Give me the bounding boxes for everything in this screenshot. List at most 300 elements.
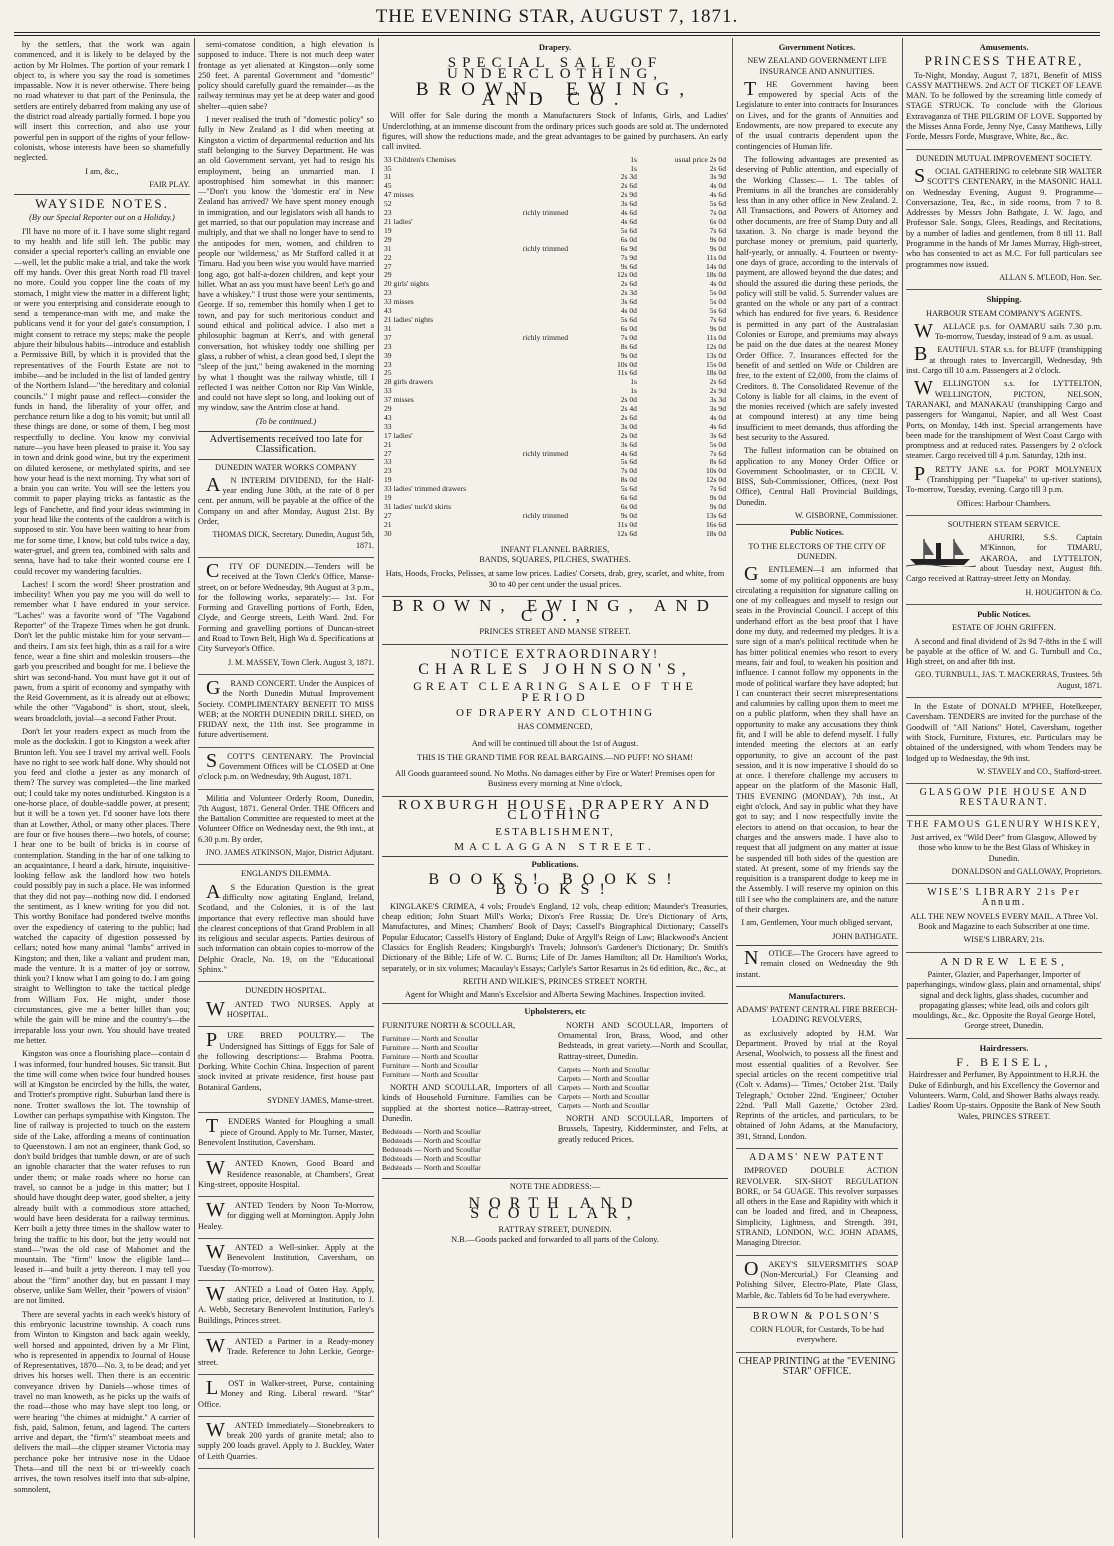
sale-price-cell: 10s 0d [616,359,637,369]
ad-body: OAKEY'S SILVERSMITH'S SOAP (Non-Mercurial,) For Cleansing and Polishing Silver, Electro-Plate, Plate Glass, Marble, &c. Tablets 6d To be had everywhere. [736,1257,898,1300]
column-3 [382,40,728,1538]
article-paragraph: Don't let your readers expect as much from the mole as the dockskin. I got to Kingston a week after Brunton left. You see I travel my arrival well. Fools have no right to see work half done. Why should not you feed and clothe a jester as any monarch of them? The survey was completed—the line marked out; I could take my notes undisturbed. Kingston is a one-horse place, of double-saddle power, at present; but it will be a town yet. I'd sooner have lots there than at Lowther, Athol, or many other places. There are four or five houses there—two hotels, of course; I hear one to be built of bricks is in course of contemplation. Standing in the bar of one talking to an acquaintance, I heard a dark, hirsute, inquisitive-looking fellow ask the landlord how two hotels could possibly pay in such a place. He was informed that they did not pay—nothing now did. I endorsed the sentiment, as I knew writing for you did not. This worthy Boniface had pondered twelve months over the expediency of catering to the public; had watched the capacity of digestion possessed by cellars; noted how many animal "lambs" arrived in Kingston; and then, like a valiant and prudent man, made the venture. It is a matter of joy or sorrow, think you? I know what I am going to do. I am going straight to Wellington to take the tactical pledge from William Fox. He might, under those circumstances, give me a better billet than you; while the gain will be mine and the country's—the irreparable loss your own. You should have treated me better. [14,727,190,1045]
note-cell [521,271,600,280]
usual-price-cell: 12s 0d [705,341,726,351]
ad-headline: CHARLES JOHNSON'S, [418,661,692,679]
note-cell [521,405,600,414]
usual-price-cell: 18s 0d [705,368,726,378]
usual-price-cell: 9s 0d [709,493,726,503]
sale-price-cell: 5s 6d [620,225,637,235]
item-cell: 23 [384,208,392,218]
ad-signature: W. STAVELY and CO., Stafford-street. [976,766,1102,776]
sale-price-cell: 2s 3d [620,172,637,182]
price-row [382,485,728,494]
ad-headline: SPECIAL SALE OF UNDERCLOTHING, [446,55,664,82]
ad-headline: NORTH AND SCOULLAR, [468,1194,642,1222]
price-row [382,316,728,325]
usual-price-cell: 9s 0d [709,323,726,333]
note-cell [521,396,600,405]
article-paragraph: Kingston was once a flourishing place—contain d I was informed, four hundred houses. Sic transit. But the time will come when twice four hundred houses will at Kingston be encircled by the hills, the water, and Trotter's promptive right. Suburban land there is none. Trotter swallows the lot. The township of Lowther can perhaps sympathise with Kingston. The line of railway is projected to touch on the eastern side of the Lake, affording a means of continuation to Queenstown. I am not an engineer, thank God, so don't build bridges that tumble down, or are of such an ignoble character that the water refuses to run under them; or make roads where no horse can travel, so cannot be a judge in this matter; but I should have thought deep water, good shelter, a jetty already built with a commodious store attached, would have been desiderata for a railway terminus. Kerr built a jetty three times in the shallow water to bring the traffic to his door, but the jetty would not stand—"twas the old case of Mahomet and the mountain. The "firm" know the eligible land—leased it—and built a jetty thereon. I may tell you about the "firm" another day, but en passant I may observe, unlike Sam Weller, their "powers of vision" are not limited. [14,1049,190,1306]
ad-body: PRETTY JANE s.s. for PORT MOLYNEUX (Transhipping per "Tuapeka" to up-river stations), To-morrow, Tuesday, evening. Cargo till 3 p.m. [906,462,1102,495]
letter-paragraph: by the settlers, that the work was again commenced, and it is likely to be delayed by the action by Mr Holmes. The portion of your remark I object to, is where you say the road is sometimes impassable. Now it is never otherwise. There being no road whatever to that part of the Peninsula, the settlers are entirely debarred from making any use of the district road already partially formed. I hope you will insert this correction, and also use your powerful pen in support of the rights of your fellow-colonists, whose interests have been so shamefully neglected. [14,40,190,163]
sale-price-cell: 5s 6d [620,457,637,467]
note-cell [521,307,600,316]
item-cell: 29 [384,234,392,244]
item-cell: 45 [384,181,392,191]
ad-body: LOST in Walker-street, Purse, containing Money and Ring. Liberal reward. "Star" Office. [198,1376,374,1409]
note-cell [521,173,600,182]
usual-price-cell: 9s 0d [709,234,726,244]
ad-body: as exclusively adopted by H.M. War Department. Proved by trial at the Royal Arsenal, Woolwich, to possess all the finest and most essential qualities of a Revolver. See special articles on the recent competitive trial (Colt v. Adams)— 'Times,' October 21st. 'Daily Telegraph,' October 22nd. 'Engineer,' October 22nd. 'Pall Mall Gazette,' October 23rd. Reprints of the articles, and particulars, to be obtained of John Adams, at the Manufactory, 391, Strand, London. [736,1028,898,1141]
column-2 [198,40,374,1538]
usual-price-cell: 2s 6d [709,163,726,173]
column-divider [732,38,733,1538]
price-row [382,307,728,316]
item-cell: 22 [384,252,392,262]
ad-body: WANTED Known, Good Board and Residence reasonable, at Chambers', Great King-street, opposite Hospital. [198,1157,374,1189]
sale-price-cell: 11s 0d [617,519,637,529]
item-cell: 47 misses [384,190,414,200]
article-paragraph: I never realised the truth of "domestic policy" so fully in New Zealand as I did when meeting at Kingston a victim of departmental reduction and his staff belonging to the Survey Department. He was an old Government servant, yet had to resign his employment, being an unmarried man. I apostrophised him somewhat in this manner:—"Don't you know the 'domestic era' in New Zealand has arrived? We have spent money enough in immigration, and our legislators wish all hands to get married, so that our population may increase and multiply, and that we shall no longer have to send to the antipodes for men, women, and children to people our 'wilderness,' as Mr Stafford called it at Timaru. Had you been wise you would have married long ago, got half-a-dozen children, and kept your billet. What an ass you must have been! Let's go and have a whiskey." I trust those were your sentiments, George. If so, remember this homily when I get to town, and pay for such meritorious conduct and sound ethical and political advice. I also met a philosophic bagman at Kerr's, and with general conversation, hot whiskey toddy one shilling per glass, a rubber of whist, a clean good bed, I slept the "sleep of the just," being awakened in the morning by what I thought was the railway whistle, till I reflected I was neither Cotton nor Rip Van Winkle, and could not have slept so long, and looking out of my window, saw the Antrim close at hand. [198,115,374,413]
price-row [382,423,728,432]
ad-body: All Goods guaranteed sound. No Moths. No damages either by Fire or Water! Premises open for Business every morning at Nine o'clock, [395,769,715,789]
column-divider [902,38,903,1538]
note-cell [521,485,600,494]
item-cell: 31 [384,243,392,253]
ad-signature: JNO. JAMES ATKINSON, Major, District Adjutant. [205,848,374,858]
item-cell: 30 [384,528,392,538]
ad-subheading: INFANT FLANNEL BARRIES, [500,544,610,554]
section-label-public: Public Notices. [736,524,898,537]
sale-price-cell: 6s 0d [620,502,637,512]
item-cell: 19 [384,225,392,235]
sale-price-cell: 12s 6d [616,528,637,538]
note-cell [521,369,600,378]
usual-price-cell: 8s 6d [709,457,726,467]
list-item: Furniture — North and Scoullar [382,1034,479,1044]
ad-subheading: OF DRAPERY AND CLOTHING [455,706,655,719]
note-cell [521,530,600,539]
note-cell [521,289,600,298]
price-row [382,263,728,272]
usual-price-cell: usual price 2s 0d [674,154,726,164]
item-cell: 37 [384,332,392,342]
sale-price-cell: 8s 0d [620,475,637,485]
price-row [382,414,728,423]
ad-heading: NEW ZEALAND GOVERNMENT LIFE INSURANCE AND ANNUITIES. [747,56,887,76]
continued-note: (To be continued.) [255,416,317,426]
usual-price-cell: 2s 6d [709,377,726,387]
item-cell: 27 [384,261,392,271]
ad-heading: ADAMS' PATENT CENTRAL FIRE BREECH-LOADING REVOLVERS, [736,1005,898,1025]
usual-price-cell: 5s 6d [709,199,726,209]
price-row [382,209,728,218]
sale-price-cell: 3s 6d [620,439,637,449]
section-label-hairdressers: Hairdressers. [979,1042,1029,1053]
usual-price-cell: 11s 0d [706,332,726,342]
ad-heading: ANDREW LEES, [940,955,1068,968]
list-item: Carpets — North and Scoullar [558,1100,650,1110]
item-cell: 33 [384,386,392,396]
price-row [382,405,728,414]
sale-price-cell: 7s 0d [620,332,637,342]
usual-price-cell: 18s 0d [705,270,726,280]
note-cell [521,298,600,307]
section-label-publications: Publications. [382,856,728,869]
sale-price-cell: 6s 9d [620,243,637,253]
item-cell: 23 [384,359,392,369]
ad-heading: TO THE ELECTORS OF THE CITY OF DUNEDIN. [748,541,886,561]
sale-price-cell: 2s 9d [620,190,637,200]
item-cell: 33 [384,421,392,431]
item-cell: 43 [384,306,392,316]
ad-body: In the Estate of DONALD M'PHEE, Hotelkeeper, Caversham. TENDERS are invited for the purchase of the Goodwill of "All Nations" Hotel, Caversham, together with Stock, Furniture, Fixtures, etc. Particulars may be obtained of the undersigned, with whom Tenders may be lodged up to Wednesday, the 9th inst. [906,702,1102,763]
ad-signature: J. M. MASSEY, Town Clerk. August 3, 1871. [227,657,374,667]
ad-heading: FURNITURE NORTH & SCOULLAR, [382,1020,516,1030]
section-heading-late-ads: Advertisements received too late for Classification. [198,431,374,460]
ad-headline: BROWN, EWING, AND CO. [415,78,695,111]
price-row [382,156,728,165]
ad-body: IMPROVED DOUBLE ACTION REVOLVER. SIX-SHOT REGULATION BORE, or 54 GUAGE. This revolver surpasses all others in the Ease and Rapidity with which it can be loaded and fired, and in Cheapness, Simplicity, Lightness, and Strength. 391, STRAND, LONDON, W.C. JOHN ADAMS, Managing Director. [736,1166,898,1248]
list-item: Furniture — North and Scoullar [382,1070,479,1080]
item-cell: 31 [384,172,392,182]
usual-price-cell: 3s 9d [709,172,726,182]
ad-signature: JOHN BATHGATE. [832,931,898,941]
sale-price-cell: 1s [630,377,637,387]
ad-subheading: HAS COMMENCED, [517,722,593,732]
list-item: Bedsteads — North and Scoullar [382,1136,481,1146]
ad-headline: NOTICE EXTRAORDINARY! [382,644,728,659]
item-cell: 19 [384,475,392,485]
sale-price-cell: 3s 6d [620,297,637,307]
ad-signature: WISE'S LIBRARY, 21s. [963,935,1045,945]
item-cell: 27 [384,448,392,458]
sale-price-cell: 3s 0d [620,421,637,431]
sale-price-cell: 5s 6d [620,484,637,494]
price-row [382,352,728,361]
item-cell: 33 [384,457,392,467]
ad-body: And will be continued till about the 1st of August. [471,738,639,748]
ad-body: SOCIAL GATHERING to celebrate SIR WALTER SCOTT'S CENTENARY, in the MASONIC HALL on Wednesday Evening, August 9. Programme—Conversazione, Tea, &c., in side rooms, from 7 to 8. Addresses by Messrs John Bathgate, J. W. Jago, and Professor Sale. Songs, Glees, Readings, and Recitations, by a number of ladies and gentlemen, from 8 till 11. Ball Programme in the hands of Mr James Murray, High-street, who has consented to act as M.C. For full particulars see programmes now issued. [906,164,1102,269]
item-cell: 29 [384,270,392,280]
list-item: Carpets — North and Scoullar [558,1073,650,1083]
sale-price-cell: 2s 3d [620,288,637,298]
item-cell: 33 Children's Chemises [384,154,456,164]
carpets-list [558,1065,728,1110]
sale-price-cell: 9s 6d [620,261,637,271]
usual-price-cell: 4s 0d [709,279,726,289]
column-4 [736,40,898,1538]
list-item: Carpets — North and Scoullar [558,1064,650,1074]
ad-subheading: MACLAGGAN STREET. [454,840,656,853]
price-row [382,396,728,405]
section-label-upholsterers: Upholsterers, etc [382,1003,728,1016]
ad-headline: GREAT CLEARING SALE OF THE PERIOD [413,679,697,704]
ad-body: AHURIRI, S.S. Captain M'Kinnon, for TIMARU, AKAROA, and LYTTELTON, about Tuesday next, August 8th. Cargo received at Rattray-street Jetty on Monday. [906,533,1102,584]
ad-body: WANTED a Load of Oaten Hay. Apply, stating price, delivered at Institution, to J. A. Webb, Secretary Benevolent Institution, Farley's Buildings, Princes street. [198,1282,374,1325]
ad-body: THIS IS THE GRAND TIME FOR REAL BARGAINS.—NO PUFF! NO SHAM! [417,752,693,762]
ad-body: NOTICE—The Grocers have agreed to remain closed on Wednesday the 9th instant. [736,946,898,979]
ad-body: WANTED Tenders by Noon To-Morrow, for digging well at Mornington. Apply John Healey. [198,1199,374,1231]
ad-heading: DUNEDIN WATER WORKS COMPANY [214,462,358,472]
sale-price-cell: 7s 9d [620,252,637,262]
price-row [382,218,728,227]
ad-body: CORN FLOUR, for Custards, To be had everywhere. [750,1325,884,1345]
usual-price-cell: 13s 6d [705,510,726,520]
item-cell: 21 [384,519,392,529]
note-cell [521,361,600,370]
price-list-table [382,156,728,539]
ad-body: Agent for Whight and Mann's Excelsior and Alberta Sewing Machines. Inspection invited. [404,990,706,1000]
note-cell [521,227,600,236]
column-divider [378,38,379,1538]
sale-price-cell: 4s 6d [620,217,637,227]
list-item: Bedsteads — North and Scoullar [382,1127,481,1137]
section-label-amusements: Amusements. [979,42,1029,52]
item-cell: 17 ladies' [384,430,413,440]
note-cell [521,414,600,423]
ad-body: WANTED a Well-sinker. Apply at the Benevolent Institution, Caversham, on Tuesday (To-morrow). [198,1240,374,1273]
usual-price-cell: 2s 9d [709,386,726,396]
letter-signature: FAIR PLAY. [149,179,190,189]
sale-price-cell: 5s 6d [620,314,637,324]
sale-price-cell: 12s 0d [616,270,637,280]
usual-price-cell: 7s 0d [709,208,726,218]
note-cell [521,378,600,387]
price-row [382,521,728,530]
note-cell [521,458,600,467]
ad-body: NORTH AND SCOULLAR, Importers of all kinds of Household Furniture. Families can be supplied at the shortest notice—Rattray-street, Dunedin. [382,1083,552,1123]
article-byline: (By our Special Reporter out on a Holiday.) [29,213,175,223]
steamship-engraving [906,535,976,567]
usual-price-cell: 4s 0d [709,412,726,422]
price-row [382,432,728,441]
sale-price-cell: 2s 6d [620,412,637,422]
usual-price-cell: 5s 0d [709,297,726,307]
ad-note: N.B.—Goods packed and forwarded to all parts of the Colony. [451,1235,659,1245]
article-paragraph: There are several yachts in each week's history of this embryonic lacustrine township. A coach runs from Winton to Kingston and back again weekly, well horsed and appointed, driven by a Mr Flint, who is represented in appendix to Journal of House of Representatives, 1870—No. 3, to be dead; and yet drives his horses well. Then there is an eccentric conveyance driven by Daniels—whose times of travel no man knoweth, as he picks up the waifs of the road—those who may have slept too long, or were hearing "the chimes at midnight." A carrier of fish, paid, Salmon, fetum, and lagend. The carters arrive and depart, the "firm's" steamboat meets and delivers the mail—the clipper steamer Victoria may perchance poke her intrusive nose in the Udaoe Theta—and till the next bi or tri-weekly coach arrives, the town resolves itself into that sub-alpine, somnolent, [14,1309,190,1494]
note-cell [521,191,600,200]
usual-price-cell: 5s 6d [709,306,726,316]
price-row [382,512,728,521]
item-cell: 29 [384,404,392,414]
article-paragraph: I'll have no more of it. I have some slight regard to my health and life still left. The public may consider a special reporter's calling an enviable one—well, let the public make a trial, and take the work off my hands. Over this great North road I'll travel no more. Could you copper line the coats of my stomach, I might view the matter in a different light; or were you enterprising and considerate enough to send a temperance-man with me, and make the publicans vend it for your del gate's consumption, I might consent to retrace my steps; make the people abjure their bibulous habits—introduce and establish a Permissive Bill, by which it is provided that the representatives of the Fourth Estate are not to imbibe—and be included in the list of landed gentry of the Northern Island—"the hereditary and colonial councils." I might pause and reflect—consider the funds in hand, the liberality of your offer, and perchance return like a dog to his vomit; but until all these things are done, or some of them, I beg most respectfully to decline. You know my convivial nature—you have been pleased to praise it. You say in town and drink good wine, but try the experiment on diluted kerosene, or methylated spirits, and see how your head is the next morning. Try what sort of a brain you can write. You will see the letters you commit to paper playing tricks as fantastic as the legs of Fanchette, and find your ideas swimming in your head like the contents of the cauldron a witch is supposed to stir. You have been waiting to hear from me for some time, I know, but cold tubs twice a day, water-gruel, and green tea, combined with salts and senna, have had to take their wonted course ere I could recover my wandering faculties. [14,226,190,576]
usual-price-cell: 4s 6d [709,190,726,200]
note-cell [521,476,600,485]
masthead-rule [14,32,1100,33]
note-cell [521,387,600,396]
ad-body: AS the Education Question is the great difficulty now agitating England, Ireland, Scotland, and the Colonies, it is of the last importance that every reflective man should have the clearest conceptions of that Grand Problem in all its religious and secular aspects. Parties desirous of such information can obtain copies to-morrow of the Delphic Oracle, No. 19, on the "Educational Sphinx." [198,880,374,975]
article-paragraph: Laches! I scorn the word! Sheer prostration and imbecility! When you pay me you will do well to remember what I have endured in your service. "Laches" was a favorite word of "The Vagabond Reporter" of the Trapeze Times when he got drunk. Don't let the public mistake him for your servant—and theirs. I am six feet high, thin as a rail for a wire fence, wear a fine shirt and moleskin trousers—the garb you prescribed and bought for me. I believe the shirt was second-hand. You must have got it out of pawn, from a spirit of economy and sympathy with the Reid Government, as it is already out at elbows; while the other "Vagabond" is short, stout, sleek, wears broadcloth, jovial—a second Father Prout. [14,579,190,723]
note-cell: richly trimmed [522,448,569,458]
section-label-manufacturers: Manufacturers. [788,990,846,1001]
ad-headline: BROWN, EWING, AND CO., [382,596,728,622]
ad-body: ALL THE NEW NOVELS EVERY MAIL. A Three Vol. Book and Magazine to each Subscriber at one time. [910,911,1098,932]
price-row [382,361,728,370]
price-row [382,298,728,307]
sale-price-cell: 6s 6d [620,493,637,503]
ad-body: NORTH AND SCOULLAR, Importers of Ornamental Iron, Brass, Wood, and other Bedsteads, in great variety.—North and Scoullar, Rattray-street, Dunedin. [558,1020,728,1061]
ad-note: NOTE THE ADDRESS:— [382,1178,728,1192]
ad-body: GRAND CONCERT. Under the Auspices of the North Dunedin Mutual Improvement Society. COMPLIMENTARY BENEFIT TO MISS WEB; at the NORTH DUNEDIN DRILL SHED, on FRIDAY next, the 11th inst. See programme in future advertisement. [198,676,374,740]
item-cell: 21 ladies' [384,217,413,227]
usual-price-cell: 9s 0d [709,243,726,253]
ad-heading: BROWN & POLSON'S [752,1310,882,1322]
ad-body: WANTED TWO NURSES. Apply at HOSPITAL. [206,997,374,1020]
sale-price-cell: 6s 0d [620,234,637,244]
article-paragraph: semi-comatose condition, a high elevation is supposed to induce. There is not much deep water frontage as yet alienated at Kingston—only some 250 feet. A parental Government and "domestic" policy should carefully guard the remainder—as the railway terminus may yet be at deep water and good shelter—quien sabe? [198,40,374,111]
item-cell: 23 [384,341,392,351]
ad-signature: Offices: Harbour Chambers. [956,498,1052,508]
ad-closing: I am, Gentlemen, Your much obliged servant, [741,918,893,928]
ad-body: A second and final dividend of 2s 9d 7-8ths in the £ will be payable at the office of W. and G. Turnbull and Co., High street, on and after 8th inst. [906,636,1102,667]
ad-headline: BOOKS! BOOKS! BOOKS! [428,871,682,899]
ad-heading: ESTATE OF JOHN GRIFFEN. [952,623,1056,633]
list-item: Furniture — North and Scoullar [382,1061,479,1071]
item-cell: 31 ladies' tuck'd skirts [384,502,452,512]
section-label-public: Public Notices. [977,608,1031,619]
item-cell: 43 [384,412,392,422]
usual-price-cell: 5s 0d [709,439,726,449]
ad-body: The following advantages are presented as deserving of Public attention, and especially of the Working Classes:— 1. The tables of Premiums in all the branches are considerably less than in any other office in New Zealand. 2. All Transactions, and Powers of Attorney and other documents, are free of Stamp Duty and all taxation. 3. No charge is made beyond the purchase money or premium, paid quarterly, half-yearly, or annually. 4. Fourteen or twenty-one days of grace, according to the intervals of payment, are allowed beyond the due dates; and should the assured die during these periods, the policy will still be valid. 5. Surrender values are granted on the whole or any part of a contract which has endured for five years. 6. Residence is permitted in any part of the Australasian Colonies or Europe, and premiums may always be paid on the due dates at the nearest Money Order Office. 7. Insurances effected for the benefit of and settled on Wife or Children are free, to the extent of £2,000, from the claims of Creditors. 8. The Consolidated Revenue of the Colony is liable for all claims, in the event of the monies received (which are safely invested at compound interest) at any time being insufficient to meet demands, thus affording the best security to the Assured. [736,154,898,442]
note-cell [521,352,600,361]
item-cell: 20 girls' nights [384,279,429,289]
price-row [382,378,728,387]
ad-body: Militia and Volunteer Orderly Room, Dunedin, 7th August, 1871. General Order. THE Officers and the Battalion Committee are requested to meet at the Volunteer Office on Wednesday next, the 9th inst., at 6.30 p.m. By order, [198,793,374,844]
usual-price-cell: 13s 0d [705,350,726,360]
list-item: Carpets — North and Scoullar [558,1082,650,1092]
ad-address: RATTRAY STREET, DUNEDIN. [498,1225,612,1235]
ad-subheading: ESTABLISHMENT, [495,826,615,839]
sale-price-cell: 3s 6d [620,199,637,209]
ad-body: Hats, Hoods, Frocks, Pelisses, at same low prices. Ladies' Corsets, drab, grey, scarlet, and white, from 30 to 40 per cent under the usual prices. [385,569,725,589]
ad-body: Just arrived, ex "Wild Deer" from Glasgow, Allowed by those who know to be the Best Glass of Whiskey in Dunedin. [911,833,1097,863]
note-cell [521,156,600,165]
ad-heading: SOUTHERN STEAM SERVICE. [947,519,1061,529]
item-cell: 21 ladies' nights [384,314,434,324]
ad-signature: DONALDSON and GALLOWAY, Proprietors. [951,866,1102,876]
ad-subheading: BANDS, SQUARES, PILCHES, SWATHES. [479,554,631,564]
sale-price-cell: 4s 6d [620,448,637,458]
ad-headline: PRINCESS THEATRE, [924,53,1084,69]
usual-price-cell: 6s 0d [709,217,726,227]
usual-price-cell: 4s 0d [709,181,726,191]
ad-heading: ADAMS' NEW PATENT [749,1151,885,1163]
ad-body: BEAUTIFUL STAR s.s. for BLUFF (transhipping at through rates to Invercargill, Wednesday, 9th inst. Cargo till 10 a.m. Passengers at 2 o'clock. [906,343,1102,376]
price-row [382,369,728,378]
ad-body: The fullest information can be obtained on application to any Money Order Office or Government Schoolmaster, or to CECIL V. BISS, Sub-Commissioner, Offices, (next Post Office), Central Hall Provincial Buildings, Dunedin. [736,446,898,507]
usual-price-cell: 18s 0d [705,528,726,538]
list-item: Bedsteads — North and Scoullar [382,1154,481,1164]
column-1 [14,40,190,1538]
usual-price-cell: 9s 0d [709,502,726,512]
ad-body: WANTED Immediately—Stonebreakers to break 200 yards of granite metal; also to supply 200 loads gravel. Apply to J. Buckley, Water of Leith Quarries. [198,1418,374,1461]
sale-price-cell: 1s [630,163,637,173]
ad-body: PURE BRED POULTRY.— The Undersigned has Sittings of Eggs for Sale of the following descriptions:— Brahma Pootra. Dorking. White Cochin China. Inspection of parent stock invited at private residence, first house past Botanical Gardens, [198,1029,374,1092]
item-cell: 33 ladies' trimmed drawers [384,484,467,494]
section-label-drapery: Drapery. [538,42,572,52]
ad-heading: F. BEISEL, [956,1055,1052,1070]
ad-heading: THE FAMOUS GLENURY WHISKEY, [906,819,1102,830]
usual-price-cell: 15s 0d [705,359,726,369]
note-cell [521,521,600,530]
usual-price-cell: 11s 0d [706,252,726,262]
note-cell [521,182,600,191]
item-cell: 23 [384,466,392,476]
item-cell: 52 [384,199,392,209]
item-cell: 21 [384,439,392,449]
ad-signature: THOMAS DICK, Secretary. Dunedin, August 5th, 1871. [212,530,374,550]
note-cell [521,316,600,325]
bedsteads-list [382,1127,552,1172]
price-row [382,254,728,263]
usual-price-cell: 10s 0d [705,466,726,476]
section-label-shipping: Shipping. [986,294,1022,305]
sale-price-cell: 9s 0d [620,350,637,360]
price-row [382,387,728,396]
sale-price-cell: 11s 6d [617,368,637,378]
item-cell: 27 [384,510,392,520]
ad-heading: WISE'S LIBRARY 21s Per Annum. [927,887,1081,909]
note-cell [521,263,600,272]
sale-price-cell: 1s [630,154,637,164]
ad-heading: DUNEDIN HOSPITAL. [245,986,327,996]
column-5 [906,40,1102,1538]
note-cell [521,254,600,263]
item-cell: 23 [384,288,392,298]
masthead-rule-2 [14,35,1100,36]
usual-price-cell: 5s 0d [709,288,726,298]
note-cell: richly trimmed [522,510,569,520]
column-divider [194,38,195,1538]
ad-signature: GEO. TURNBULL, JAS. T. MACKERRAS, Trustees. 5th August, 1871. [914,670,1102,690]
ad-heading: DUNEDIN MUTUAL IMPROVEMENT SOCIETY. [916,153,1092,163]
price-row [382,173,728,182]
sale-price-cell: 2s 4d [620,404,637,414]
item-cell: 33 misses [384,297,414,307]
list-item: Bedsteads — North and Scoullar [382,1163,481,1173]
sale-price-cell: 2s 6d [620,181,637,191]
ad-body: AN INTERIM DIVIDEND, for the Half-year ending June 30th, at the rate of 8 per cent. per annum, will be payable at the office of the Company on and after Monday, August 21st. By Order, [198,473,374,527]
list-item: Furniture — North and Scoullar [382,1052,479,1062]
ad-body: NORTH AND SCOULLAR, Importers of Brussels, Tapestry, Kidderminster, and Felts, at greatly reduced Prices. [558,1113,728,1144]
sale-price-cell: 8s 6d [620,341,637,351]
ad-heading: ENGLAND'S DILEMMA. [241,869,331,879]
item-cell: 35 [384,163,392,173]
ad-signature: REITH AND WILKIE'S, PRINCES STREET NORTH. [462,976,648,986]
article-heading: WAYSIDE NOTES. [14,194,190,209]
note-cell: richly trimmed [522,332,569,342]
section-label-government: Government Notices. [778,42,856,52]
ad-body: WANTED a Partner in a Ready-money Trade. Reference to John Leckie, George-street. [198,1335,374,1367]
note-cell [521,467,600,476]
masthead-title: THE EVENING STAR, AUGUST 7, 1871. [375,6,739,27]
ad-body: CITY OF DUNEDIN.—Tenders will be received at the Town Clerk's Office, Manse-street, on or before Wednesday, 9th August at 3 p.m., for the following works, separately:— 1st. For Forming and Gravelling portions of Forth, Eden, Clyde, and George streets, Leith Ward. 2nd. For Forming and gravelling portions of Duncan-street and Road to Town Belt, High Wa d. Specifications at City Surveyor's Office. [198,559,374,654]
usual-price-cell: 7s 6d [709,314,726,324]
price-row [382,245,728,254]
price-row [382,280,728,289]
ad-body: WALLACE p.s. for OAMARU sails 7.30 p.m. To-morrow, Tuesday, instead of 9 a.m. as usual. [914,319,1102,342]
price-row [382,182,728,191]
item-cell: 39 [384,350,392,360]
furniture-list [382,1034,552,1079]
ad-signature: ALLAN S. M'LEOD, Hon. Sec. [999,272,1102,282]
usual-price-cell: 7s 6d [709,225,726,235]
price-row [382,271,728,280]
usual-price-cell: 7s 6d [709,484,726,494]
sale-price-cell: 6s 0d [620,323,637,333]
price-row [382,334,728,343]
